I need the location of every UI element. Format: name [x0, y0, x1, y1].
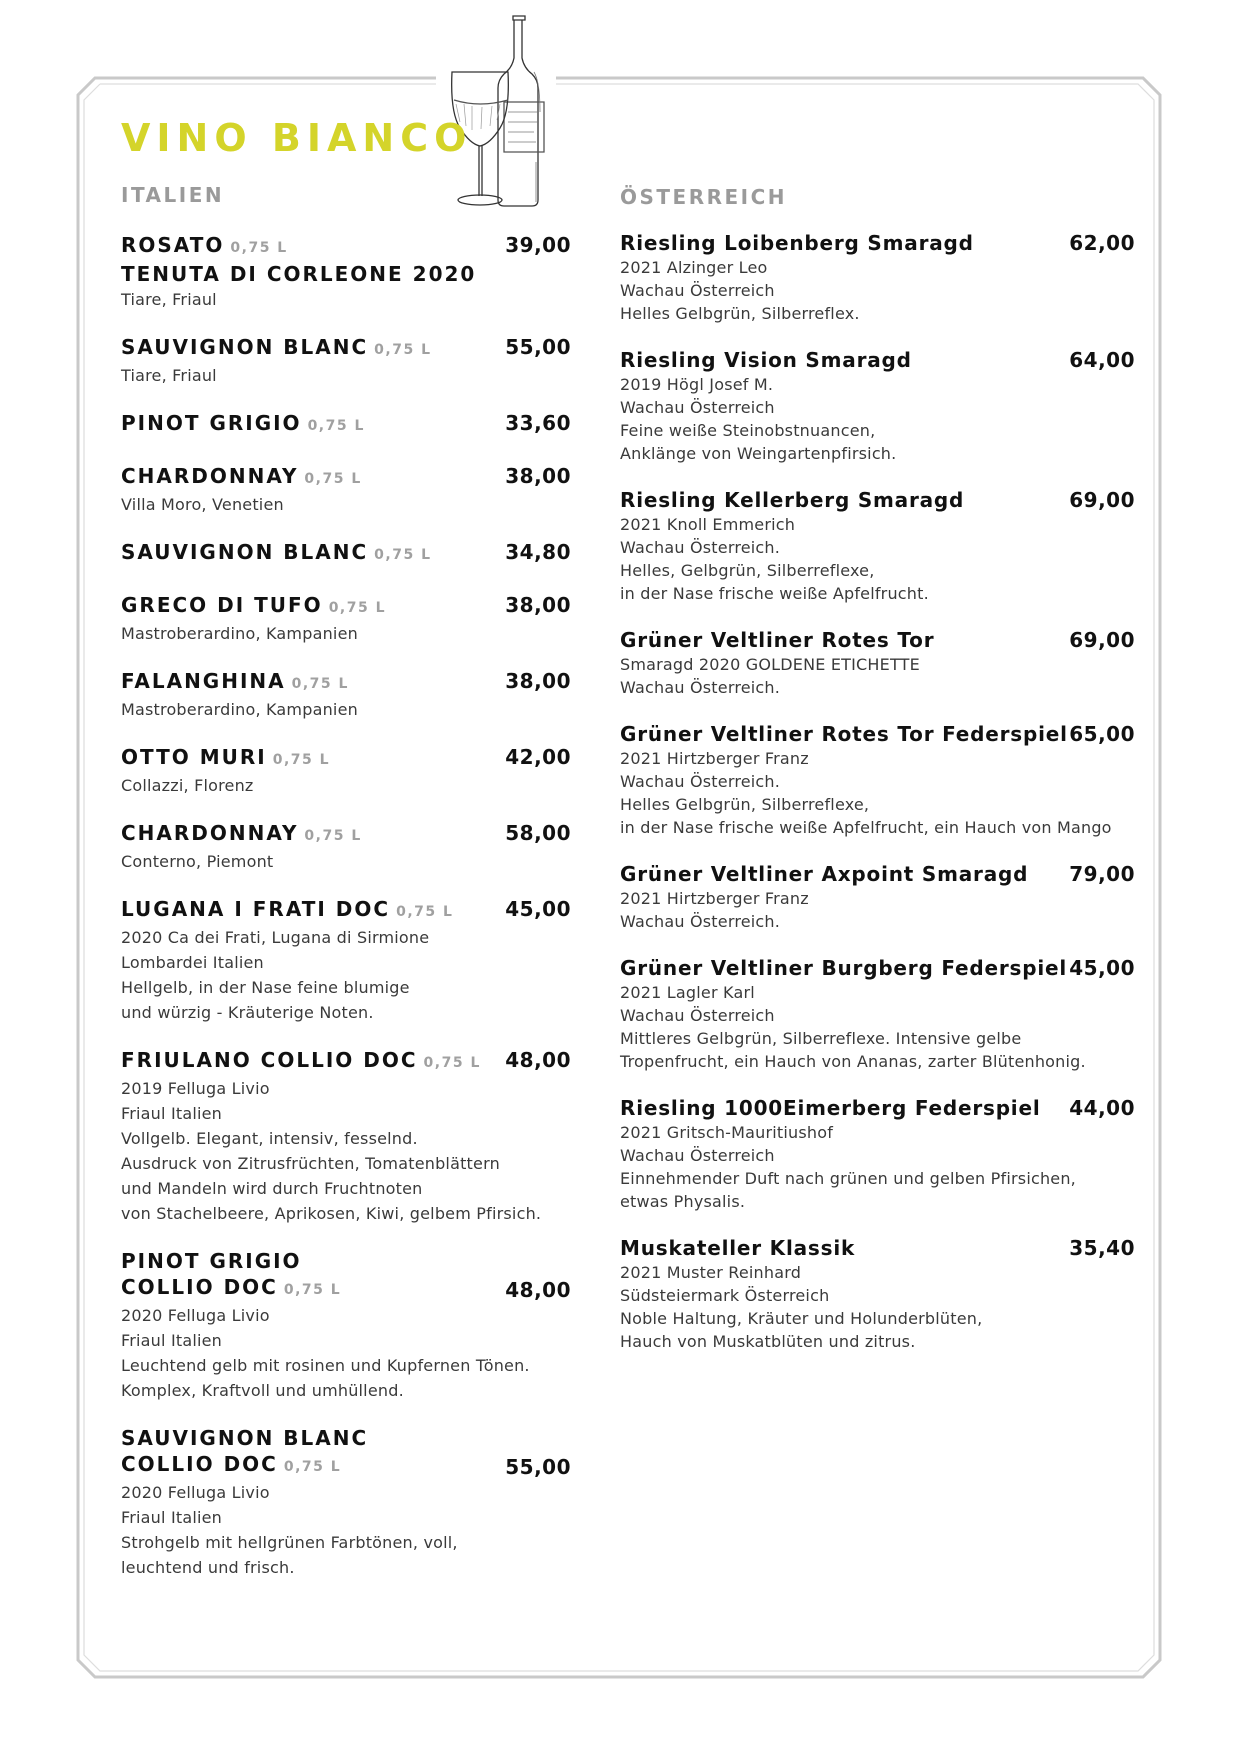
wine-item	[620, 487, 1135, 605]
wine-volume: 0,75 L	[307, 418, 365, 434]
wine-name: Grüner Veltliner Axpoint Smaragd	[620, 862, 1029, 886]
wine-name: Riesling Loibenberg Smaragd	[620, 231, 974, 255]
wine-price: 62,00	[1069, 231, 1135, 255]
wine-volume: 0,75 L	[283, 1282, 342, 1298]
wine-name: OTTO MURI 0,75 L	[121, 745, 331, 769]
wine-name-line1: SAUVIGNON BLANC	[121, 1426, 369, 1450]
wine-volume: 0,75 L	[423, 1055, 481, 1071]
wine-name: LUGANA I FRATI DOC 0,75 L	[121, 897, 454, 921]
wine-item	[121, 896, 571, 1025]
wine-item	[620, 627, 1135, 699]
wine-bottle-glass-illustration	[448, 12, 558, 212]
wine-item	[121, 820, 571, 874]
wine-details: 2021 Alzinger Leo Wachau Österreich Helles Gelbgrün, Silberreflex.	[620, 258, 860, 323]
wine-price: 44,00	[1069, 1096, 1135, 1120]
wine-item	[121, 1425, 571, 1580]
wine-volume: 0,75 L	[272, 752, 331, 768]
wine-name: COLLIO DOC 0,75 L	[121, 1275, 342, 1299]
wine-volume: 0,75 L	[374, 547, 432, 563]
wine-volume: 0,75 L	[374, 342, 432, 358]
wine-name: GRECO DI TUFO 0,75 L	[121, 593, 387, 617]
wine-price: 58,00	[505, 821, 571, 845]
wine-volume: 0,75 L	[283, 1459, 342, 1475]
wine-price: 65,00	[1069, 722, 1135, 746]
wine-price: 38,00	[505, 464, 571, 488]
region-heading-italy: ITALIEN	[121, 183, 225, 207]
wine-item	[121, 232, 571, 312]
wine-item	[121, 334, 571, 388]
wine-details: 2021 Hirtzberger Franz Wachau Österreich. Helles Gelbgrün, Silberreflexe, in der Nase frische weiße Apfelfrucht, ein Hauch von Mango	[620, 749, 1112, 837]
wine-details: Tiare, Friaul	[121, 290, 217, 309]
wine-name: Riesling Kellerberg Smaragd	[620, 488, 965, 512]
wine-details: Mastroberardino, Kampanien	[121, 624, 358, 643]
wine-details: 2021 Knoll Emmerich Wachau Österreich. Helles, Gelbgrün, Silberreflexe, in der Nase frische weiße Apfelfrucht.	[620, 515, 929, 603]
wine-name: FRIULANO COLLIO DOC 0,75 L	[121, 1048, 481, 1072]
wine-details: Collazzi, Florenz	[121, 776, 254, 795]
wine-item	[620, 1235, 1135, 1353]
wine-details: 2021 Hirtzberger Franz Wachau Österreich.	[620, 889, 809, 931]
wine-name: SAUVIGNON BLANC 0,75 L	[121, 335, 432, 359]
wine-details: 2021 Lagler Karl Wachau Österreich Mittleres Gelbgrün, Silberreflexe. Intensive gelbe Tropenfrucht, ein Hauch von Ananas, zarter Blütenhonig.	[620, 983, 1086, 1071]
wine-volume: 0,75 L	[304, 828, 362, 844]
wine-name: Muskateller Klassik	[620, 1236, 856, 1260]
wine-name-line1: PINOT GRIGIO	[121, 1249, 302, 1273]
wine-details: Tiare, Friaul	[121, 366, 217, 385]
wine-details: Smaragd 2020 GOLDENE ETICHETTE Wachau Österreich.	[620, 655, 920, 697]
wine-name: SAUVIGNON BLANC 0,75 L	[121, 540, 432, 564]
wine-price: 38,00	[505, 593, 571, 617]
wine-item	[121, 744, 571, 798]
wine-item	[121, 1248, 571, 1403]
wine-price: 55,00	[505, 1455, 571, 1479]
wine-details: 2020 Felluga Livio Friaul Italien Leuchtend gelb mit rosinen und Kupfernen Tönen. Komplex, Kraftvoll und umhüllend.	[121, 1306, 530, 1400]
wine-details: 2020 Ca dei Frati, Lugana di Sirmione Lombardei Italien Hellgelb, in der Nase feine blumige und würzig - Kräuterige Noten.	[121, 928, 430, 1022]
wine-volume: 0,75 L	[291, 676, 349, 692]
wine-price: 79,00	[1069, 862, 1135, 886]
wine-details: 2021 Muster Reinhard Südsteiermark Österreich Noble Haltung, Kräuter und Holunderblüten, Hauch von Muskatblüten und zitrus.	[620, 1263, 983, 1351]
wine-name: FALANGHINA 0,75 L	[121, 669, 349, 693]
wine-details: Villa Moro, Venetien	[121, 495, 284, 514]
wine-volume: 0,75 L	[304, 471, 362, 487]
wine-item	[620, 721, 1135, 839]
wine-list-italy	[121, 232, 571, 1580]
wine-details: Mastroberardino, Kampanien	[121, 700, 358, 719]
wine-price: 48,00	[505, 1278, 571, 1302]
wine-price: 64,00	[1069, 348, 1135, 372]
wine-name: Grüner Veltliner Rotes Tor Federspiel	[620, 722, 1068, 746]
wine-details: Conterno, Piemont	[121, 852, 274, 871]
wine-item	[620, 347, 1135, 465]
wine-item	[121, 1047, 571, 1226]
wine-name: Grüner Veltliner Rotes Tor	[620, 628, 935, 652]
wine-price: 39,00	[505, 233, 571, 257]
wine-price: 48,00	[505, 1048, 571, 1072]
wine-details: 2019 Felluga Livio Friaul Italien Vollgelb. Elegant, intensiv, fesselnd. Ausdruck von Zitrusfrüchten, Tomatenblättern und Mandeln wird durch Fruchtnoten von Stachelbeere, Aprikosen, Kiwi, gelbem Pfirsich.	[121, 1079, 542, 1223]
wine-item	[121, 463, 571, 517]
wine-price: 38,00	[505, 669, 571, 693]
wine-item	[620, 861, 1135, 933]
wine-details: 2019 Högl Josef M. Wachau Österreich Feine weiße Steinobstnuancen, Anklänge von Weingartenpfirsich.	[620, 375, 897, 463]
wine-volume: 0,75 L	[396, 904, 454, 920]
wine-name: ROSATO 0,75 L	[121, 233, 288, 257]
wine-item	[121, 539, 571, 568]
wine-name: Riesling Vision Smaragd	[620, 348, 912, 372]
wine-name: Grüner Veltliner Burgberg Federspiel	[620, 956, 1067, 980]
wine-price: 69,00	[1069, 488, 1135, 512]
wine-price: 34,80	[505, 540, 571, 564]
wine-list-austria	[620, 230, 1135, 1353]
region-heading-austria: ÖSTERREICH	[620, 185, 788, 209]
menu-title: VINO BIANCO	[121, 116, 473, 160]
wine-item	[620, 230, 1135, 325]
wine-price: 33,60	[505, 411, 571, 435]
wine-details: 2021 Gritsch-Mauritiushof Wachau Österreich Einnehmender Duft nach grünen und gelben Pfirsichen, etwas Physalis.	[620, 1123, 1076, 1211]
wine-volume: 0,75 L	[230, 240, 288, 256]
wine-item	[121, 592, 571, 646]
wine-name: Riesling 1000Eimerberg Federspiel	[620, 1096, 1041, 1120]
wine-item	[620, 955, 1135, 1073]
wine-item	[121, 410, 571, 439]
wine-price: 42,00	[505, 745, 571, 769]
wine-price: 35,40	[1069, 1236, 1135, 1260]
wine-name: CHARDONNAY 0,75 L	[121, 464, 362, 488]
wine-details: 2020 Felluga Livio Friaul Italien Strohgelb mit hellgrünen Farbtönen, voll, leuchtend und frisch.	[121, 1483, 458, 1577]
wine-name: COLLIO DOC 0,75 L	[121, 1452, 342, 1476]
wine-volume: 0,75 L	[328, 600, 387, 616]
wine-price: 55,00	[505, 335, 571, 359]
wine-name: CHARDONNAY 0,75 L	[121, 821, 362, 845]
wine-price: 45,00	[505, 897, 571, 921]
wine-name: PINOT GRIGIO 0,75 L	[121, 411, 365, 435]
wine-price: 69,00	[1069, 628, 1135, 652]
wine-item	[620, 1095, 1135, 1213]
wine-item	[121, 668, 571, 722]
wine-price: 45,00	[1069, 956, 1135, 980]
wine-name-line2: TENUTA DI CORLEONE 2020	[121, 262, 477, 286]
